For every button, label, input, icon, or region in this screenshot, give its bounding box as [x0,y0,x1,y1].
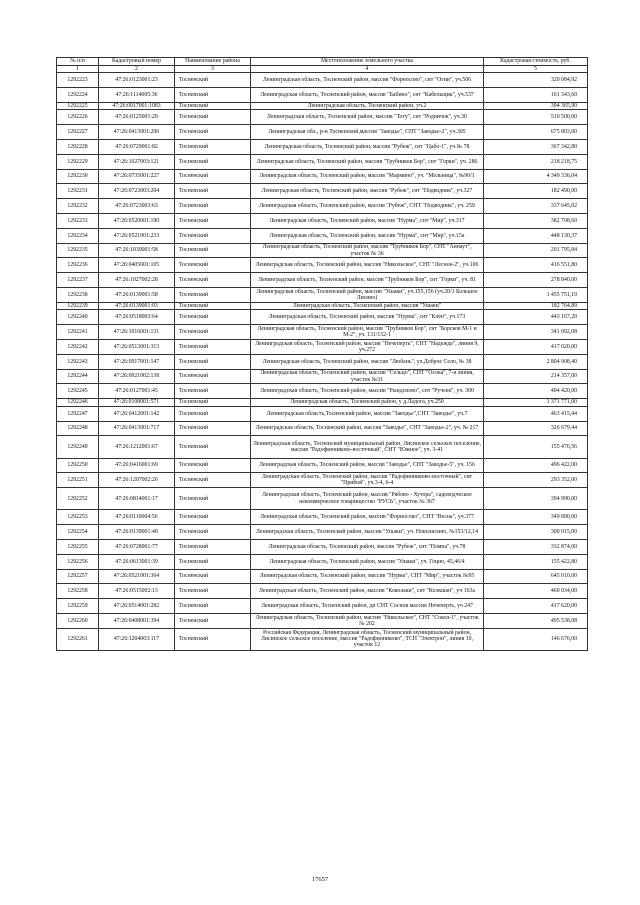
land-location: Ленинградская область, Тосненский район, у д.Ладога, уч.250 [251,399,484,407]
row-number: 1292246 [57,399,99,407]
cadastral-value: 326 679,44 [484,421,588,436]
cadastral-value: 1 455 751,19 [484,288,588,303]
header-row [57,58,588,66]
cadastral-value: 278 840,00 [484,273,588,288]
table-row [57,406,588,421]
table-row [57,458,588,473]
row-number: 1292255 [57,539,99,554]
row-number: 1292234 [57,228,99,243]
land-location: Ленинградская область, Тосненский район, массив "Ушаки" [251,302,484,310]
row-number: 1292240 [57,310,99,325]
land-location: Ленинградская область, Тосненский район, массив "Никольское", СНТ "Лесное-2", уч.106 [251,258,484,273]
table-row [57,154,588,169]
table-row [57,258,588,273]
district-name: Тосненский [175,184,251,199]
table-row [57,384,588,399]
table-row [57,369,588,384]
row-number: 1292223 [57,73,99,88]
district-name: Тосненский [175,613,251,628]
table-row [57,273,588,288]
table-row [57,125,588,140]
cadastral-number: 47:26:1030001:58 [99,243,175,258]
district-name: Тосненский [175,525,251,540]
row-number: 1292236 [57,258,99,273]
row-number: 1292233 [57,214,99,229]
cadastral-value: 320 084,92 [484,73,588,88]
district-name: Тосненский [175,554,251,569]
cadastral-value: 675 803,00 [484,125,588,140]
table-row [57,569,588,584]
cadastral-number: 47:26:0613001:39 [99,554,175,569]
cadastral-number: 47:26:1016001:131 [99,325,175,340]
cadastral-value: 214 357,00 [484,369,588,384]
land-location: Ленинградская область, Тосненский район, массив "Рындолово", снт "Ручеек", уч. 300 [251,384,484,399]
header-row-number: № п/п [57,58,99,66]
cadastral-value: 394 990,00 [484,488,588,510]
cadastral-number: 47:26:0110004:56 [99,510,175,525]
table-row [57,599,588,614]
row-number: 1292251 [57,473,99,488]
table-row [57,325,588,340]
cadastral-number: 47:26:0412001:142 [99,406,175,421]
cadastral-value: 337 645,02 [484,199,588,214]
column-number: 5 [484,66,588,73]
cadastral-number: 47:26:0413001:206 [99,125,175,140]
row-number: 1292241 [57,325,99,340]
table-row [57,199,588,214]
table-row [57,584,588,599]
cadastral-value: 394 365,90 [484,102,588,110]
district-name: Тосненский [175,288,251,303]
row-number: 1292249 [57,436,99,458]
row-number: 1292225 [57,102,99,110]
table-row [57,554,588,569]
cadastral-value: 155 476,56 [484,436,588,458]
land-location: Ленинградская область, Тосненский район, массив "Рубеж", снт "Подводник", уч.327 [251,184,484,199]
table-row [57,288,588,303]
cadastral-number: 47:26:0408001:394 [99,613,175,628]
cadastral-number: 47:26:0729001:82 [99,140,175,155]
cadastral-value: 460 034,00 [484,584,588,599]
district-name: Тосненский [175,140,251,155]
cadastral-value: 218 218,75 [484,154,588,169]
land-location: Ленинградская область, Тосненский район, массив "Радофинниково-восточный", снт "Прибой", уч.3-4, 6-4 [251,473,484,488]
cadastral-number: 47:26:0139001:40 [99,525,175,540]
land-location: Ленинградская область, Тосненский район, массив "Рубеж", снт "Цабо-1", уч.№ 78 [251,140,484,155]
cadastral-number: 47:26:1207002:26 [99,473,175,488]
district-name: Тосненский [175,302,251,310]
table-row [57,243,588,258]
cadastral-number: 47:26:0917001:1083 [99,102,175,110]
district-name: Тосненский [175,214,251,229]
district-name: Тосненский [175,599,251,614]
row-number: 1292256 [57,554,99,569]
cadastral-value: 417 620,00 [484,599,588,614]
page-number: 17657 [311,876,329,883]
land-location: Ленинградская область, Тосненский район, массив "Нурма", снт "Мир", уч.15а [251,228,484,243]
row-number: 1292238 [57,288,99,303]
district-name: Тосненский [175,369,251,384]
cadastral-number: 47:26:0521001:364 [99,569,175,584]
cadastral-value: 349 890,00 [484,510,588,525]
column-number: 2 [99,66,175,73]
table-row [57,488,588,510]
district-name: Тосненский [175,569,251,584]
table-row [57,302,588,310]
cadastral-value: 496 422,00 [484,458,588,473]
land-location: Ленинградская область, Тосненский район, массив "Любань", ул.Доброе Село, № 38 [251,354,484,369]
cadastral-number: 47:26:1212001:67 [99,436,175,458]
cadastral-number: 47:26:0518003:64 [99,310,175,325]
header-cadastral-number: Кадастровый номер [99,58,175,66]
cadastral-number: 47:26:0108001:571 [99,399,175,407]
cadastral-value: 293 352,00 [484,473,588,488]
cadastral-number: 47:26:0515002:13 [99,584,175,599]
cadastral-number: 47:26:0127001:45 [99,384,175,399]
land-location: Ленинградская область, Тосненский район, массив "Ушаки", уч.155,156 (уч.20/1 Большое Лисино) [251,288,484,303]
district-name: Тосненский [175,436,251,458]
cadastral-number: 47:26:0405001:105 [99,258,175,273]
cadastral-number: 47:26:0514001:282 [99,599,175,614]
cadastral-value: 161 343,60 [484,88,588,103]
cadastral-value: 494 420,00 [484,384,588,399]
land-location: Ленинградская область, Тосненский район, массив "Трубников Бор", снт "Борсков М-1 и М-2", уч. 131/132-1 [251,325,484,340]
row-number: 1292254 [57,525,99,540]
table-row [57,169,588,184]
cadastral-number: 47:26:0723003:63 [99,199,175,214]
land-location: Ленинградская область, Тосненский район, массив "Форносово", СНТ "Весна", уч.377 [251,510,484,525]
column-number: 4 [251,66,484,73]
land-location: Ленинградская область, Тосненский район, массив "Нурма", СНТ "Мир", участок №95 [251,569,484,584]
table-row [57,525,588,540]
land-location: Ленинградская область, Тосненский район, массив "Форносово", снт "Огни", уч.506 [251,73,484,88]
table-row [57,421,588,436]
land-location: Ленинградская область, Тосненский район, массив "Заводье", СНТ "Заводье-2", уч. № 217 [251,421,484,436]
cadastral-number: 47:26:1114005:36 [99,88,175,103]
row-number: 1292228 [57,140,99,155]
cadastral-number: 47:26:0921002:138 [99,369,175,384]
table-row [57,310,588,325]
district-name: Тосненский [175,110,251,125]
district-name: Тосненский [175,102,251,110]
cadastral-number: 47:26:0125001:29 [99,110,175,125]
land-location: Ленинградская область, Тосненский район, массив "Рубеж", СНТ "Подводник", уч. 259 [251,199,484,214]
district-name: Тосненский [175,199,251,214]
row-number: 1292257 [57,569,99,584]
cadastral-number: 47:26:0917001:147 [99,354,175,369]
row-number: 1292237 [57,273,99,288]
cadastral-value: 300 015,00 [484,525,588,540]
table-row [57,473,588,488]
table-row [57,340,588,355]
cadastral-value: 463 415,44 [484,406,588,421]
cadastral-value: 448 130,37 [484,228,588,243]
cadastral-number: 47:26:0513001:313 [99,340,175,355]
cadastral-number: 47:26:0416001:69 [99,458,175,473]
district-name: Тосненский [175,88,251,103]
row-number: 1292229 [57,154,99,169]
district-name: Тосненский [175,421,251,436]
row-number: 1292260 [57,613,99,628]
row-number: 1292248 [57,421,99,436]
cadastral-value: 416 551,80 [484,258,588,273]
district-name: Тосненский [175,169,251,184]
cadastral-number: 47:26:0521001:233 [99,228,175,243]
table-row [57,354,588,369]
land-location: Ленинградская область, Тосненский район, массив "Рубеж", снт "Помпа", уч.78 [251,539,484,554]
cadastral-number: 47:26:0139001:58 [99,288,175,303]
cadastral-value: 367 342,80 [484,140,588,155]
district-name: Тосненский [175,510,251,525]
district-name: Тосненский [175,73,251,88]
land-location: Ленинградская область, Тосненский район, массив "Никольское", СНТ "Сокол-1", участок № 202 [251,613,484,628]
land-location: Ленинградская область, Тосненский район, массив "Рябово - Хутора", садоводческое некоммерческое товарищество "РУСЬ", участок № 367 [251,488,484,510]
land-location: Ленинградская область, Тосненский район, массив "Трубников Бор", снт "Горки", уч. 286 [251,154,484,169]
table-row [57,214,588,229]
land-location: Ленинградская область, Тосненский район, массив "Ушаки", уч. Новолисино, №153/12,14 [251,525,484,540]
district-name: Тосненский [175,258,251,273]
land-location: Ленинградская область, Тосненский район, массив "Бабино", снт "Кабельщик", уч.537 [251,88,484,103]
district-name: Тосненский [175,399,251,407]
table-row [57,73,588,88]
row-number: 1292252 [57,488,99,510]
cadastral-value: 1 371 771,00 [484,399,588,407]
district-name: Тосненский [175,384,251,399]
row-number: 1292243 [57,354,99,369]
header-location: Местоположение земельного участка [251,58,484,66]
row-number: 1292244 [57,369,99,384]
table-row [57,539,588,554]
district-name: Тосненский [175,325,251,340]
land-location: Ленинградская область, Тосненский район, дп СНТ Соснов массив Нечеперть, уч 247 [251,599,484,614]
district-name: Тосненский [175,310,251,325]
land-location: Ленинградская область, Тосненский район, массив "Нурма", снт "Мир", уч.317 [251,214,484,229]
cadastral-number: 47:26:0123001:23 [99,73,175,88]
cadastral-value: 443 167,20 [484,310,588,325]
land-location: Ленинградская область,Тосненский район, массив "Заводье",СНТ "Заводье", уч.7 [251,406,484,421]
row-number: 1292242 [57,340,99,355]
district-name: Тосненский [175,584,251,599]
cadastral-number: 47:26:0723003:204 [99,184,175,199]
row-number: 1292231 [57,184,99,199]
table-row [57,88,588,103]
land-location: Ленинградская область, Тосненский район, массив "Ушаки", уч. Гоцно, 45,46/4 [251,554,484,569]
cadastral-number: 47:26:1027002:28 [99,273,175,288]
table-row [57,184,588,199]
column-number: 1 [57,66,99,73]
row-number: 1292259 [57,599,99,614]
row-number: 1292235 [57,243,99,258]
cadastral-number: 47:26:0413001:717 [99,421,175,436]
row-number: 1292245 [57,384,99,399]
cadastral-value: 382 708,60 [484,214,588,229]
cadastral-value-table [56,57,588,651]
land-location: Ленинградская область, Тосненский район, массив "Коколаки", снт "Колкшан", уч 163а [251,584,484,599]
district-name: Тосненский [175,458,251,473]
row-number: 1292261 [57,628,99,650]
row-number: 1292232 [57,199,99,214]
district-name: Тосненский [175,488,251,510]
table-row [57,436,588,458]
land-location: Ленинградская область, Тосненский район, массив "Заводье", СНТ "Заводье-5", уч. 156 [251,458,484,473]
land-location: Российская Федерация, Ленинградская область, Тосненский муниципальный район, Лисинское сельское поселение, массив "Радофинниково", ТСН "Электрон", линия 10, участок 12 [251,628,484,650]
cadastral-number: 47:26:0814001:17 [99,488,175,510]
land-location: Ленинградская область, Тосненский район, массив "Мармино", уч. "Мельница", №90/1 [251,169,484,184]
land-location: Ленинградская область, Тосненский район, уч.2 [251,102,484,110]
cadastral-value: 182 764,89 [484,302,588,310]
row-number: 1292247 [57,406,99,421]
district-name: Тосненский [175,228,251,243]
district-name: Тосненский [175,273,251,288]
district-name: Тосненский [175,340,251,355]
cadastral-value: 645 010,00 [484,569,588,584]
table-row [57,613,588,628]
cadastral-number: 47:26:0520001:190 [99,214,175,229]
row-number: 1292226 [57,110,99,125]
row-number: 1292258 [57,584,99,599]
district-name: Тосненский [175,473,251,488]
district-name: Тосненский [175,125,251,140]
table-row [57,102,588,110]
cadastral-number: 47:26:0139001:93 [99,302,175,310]
row-number: 1292253 [57,510,99,525]
district-name: Тосненский [175,406,251,421]
district-name: Тосненский [175,154,251,169]
land-location: Ленинградская область, Тосненский район, массив "Трубников Бор", снт "Горки", уч. 81 [251,273,484,288]
land-location: Ленинградская область, Тосненский район, массив "Нечеперть", СНТ "Надежда", линия 9, уч.272 [251,340,484,355]
cadastral-value: 510 500,00 [484,110,588,125]
cadastral-value: 146 676,00 [484,628,588,650]
column-number: 3 [175,66,251,73]
row-number: 1292250 [57,458,99,473]
table-row [57,510,588,525]
row-number: 1292227 [57,125,99,140]
table-row [57,110,588,125]
land-location: Ленинградская область, Тосненский район, массив "Тогу", снт "Родничок", уч.30 [251,110,484,125]
district-name: Тосненский [175,354,251,369]
land-location: Ленинградская область, Тосненский район, массив "Сельцо", СНТ "Осока", 7-я линия, участок №31 [251,369,484,384]
row-number: 1292230 [57,169,99,184]
table-row [57,628,588,650]
table-row [57,140,588,155]
cadastral-value-table-wrapper [56,57,587,651]
cadastral-number: 47:26:0728001:77 [99,539,175,554]
district-name: Тосненский [175,628,251,650]
cadastral-value: 2 804 908,40 [484,354,588,369]
cadastral-value: 341 092,08 [484,325,588,340]
cadastral-value: 4 349 336,04 [484,169,588,184]
cadastral-number: 47:26:1204003:117 [99,628,175,650]
cadastral-number: 47:26:1027003:121 [99,154,175,169]
table-row [57,228,588,243]
column-numbers-row [57,66,588,73]
cadastral-value: 332 874,00 [484,539,588,554]
district-name: Тосненский [175,539,251,554]
cadastral-value: 182 490,00 [484,184,588,199]
land-location: Ленинградская область, Тосненский район, массив "Нурма", снт "Клен", уч.173 [251,310,484,325]
header-cadastral-value: Кадастровая стоимость, руб. [484,58,588,66]
table-body [57,73,588,651]
land-location: Ленинградская область, Тосненский район, массив "Трубников Бор", СНТ "Аннаут", участок № 36 [251,243,484,258]
land-location: Ленинградская обл., р-н Тосненский,массив "Заводье", СНТ "Заводье-2", уч.305 [251,125,484,140]
table-row [57,399,588,407]
land-location: Ленинградская область, Тосненский муниципальный район, Лисинское сельское поселение, массив "Радофинниково-восточный", СНТ "Южное", уч. 3-41 [251,436,484,458]
header-district: Наименование района [175,58,251,66]
cadastral-value: 417 020,00 [484,340,588,355]
cadastral-value: 201 795,84 [484,243,588,258]
cadastral-value: 495 538,08 [484,613,588,628]
district-name: Тосненский [175,243,251,258]
cadastral-number: 47:26:0735001:227 [99,169,175,184]
row-number: 1292224 [57,88,99,103]
cadastral-value: 155 422,80 [484,554,588,569]
row-number: 1292239 [57,302,99,310]
